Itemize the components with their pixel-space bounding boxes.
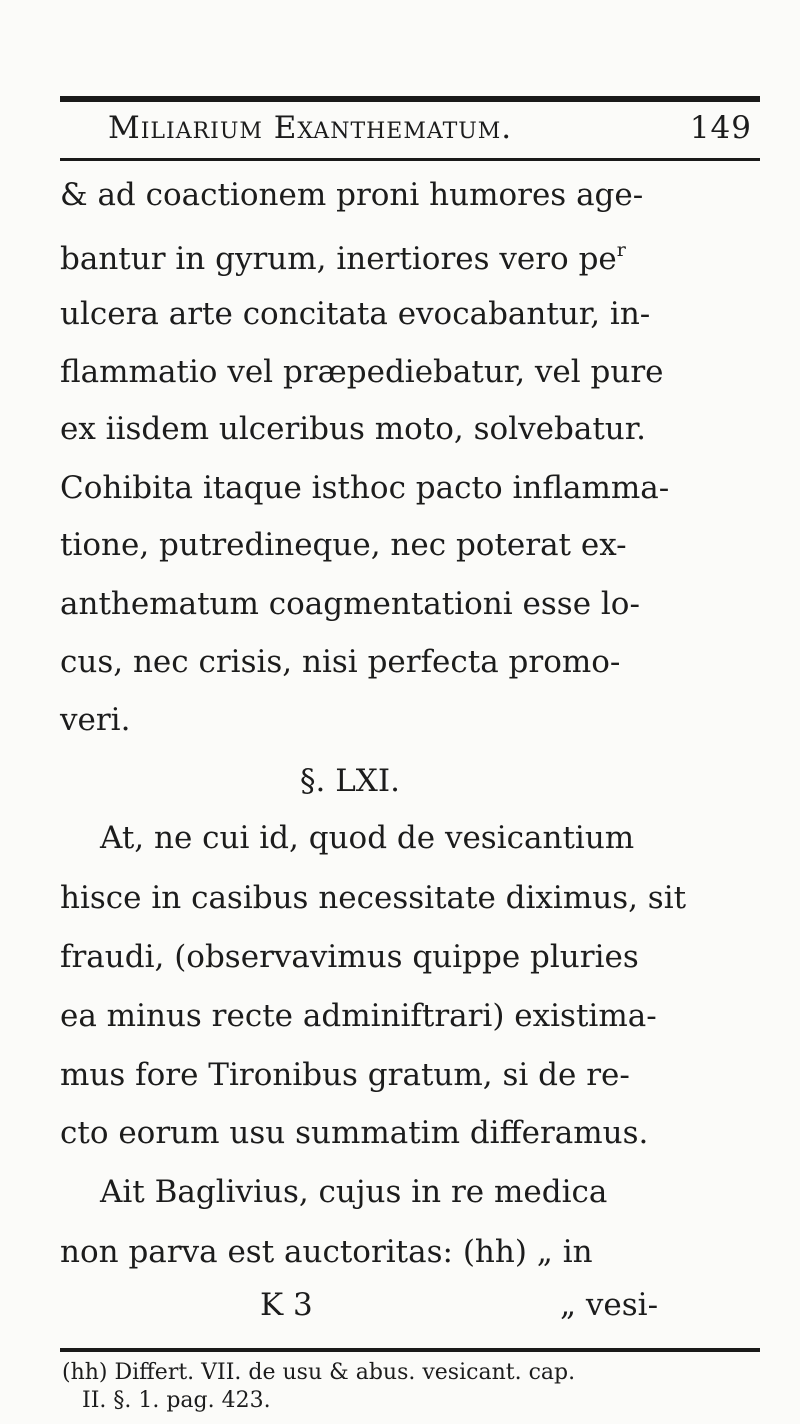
running-title: Miliarium Exanthematum. <box>108 110 513 146</box>
header-rule-bottom <box>60 158 760 161</box>
text-line: tione, putredineque, nec poterat ex- <box>60 527 627 563</box>
text-line: & ad coactionem proni humores age- <box>60 177 644 213</box>
running-head <box>60 100 760 156</box>
text-line: hisce in casibus necessitate diximus, sit <box>60 880 687 916</box>
text-line: cto eorum usu summatim differamus. <box>60 1115 649 1151</box>
footnote-line: (hh) Differt. VII. de usu & abus. vesicant. cap. <box>62 1360 576 1385</box>
text-line: ex iisdem ulceribus moto, solvebatur. <box>60 411 647 447</box>
superscript-letter: r <box>616 239 626 261</box>
text-line: non parva est auctoritas: (hh) „ in <box>60 1234 593 1270</box>
page-number: 149 <box>689 110 752 146</box>
signature-mark: K 3 <box>260 1287 313 1323</box>
text-line: veri. <box>60 702 131 738</box>
text-line: ulcera arte concitata evocabantur, in- <box>60 296 651 332</box>
text-line: ea minus recte adminiftrari) existima- <box>60 998 657 1034</box>
text-line: Cohibita itaque isthoc pacto inflamma- <box>60 470 670 506</box>
footnote-rule <box>60 1348 760 1352</box>
text-line-part: bantur in gyrum, inertiores vero pe <box>60 241 617 277</box>
text-line: anthematum coagmentationi esse lo- <box>60 586 640 622</box>
text-line: At, ne cui id, quod de vesicantium <box>100 820 635 856</box>
catchword: „ vesi- <box>560 1287 659 1323</box>
text-line: Ait Baglivius, cujus in re medica <box>100 1174 608 1210</box>
footnote-line: II. §. 1. pag. 423. <box>82 1388 271 1413</box>
section-heading: §. LXI. <box>300 763 400 799</box>
text-line: flammatio vel præpediebatur, vel pure <box>60 354 664 390</box>
text-line <box>60 241 800 275</box>
text-line: cus, nec crisis, nisi perfecta promo- <box>60 644 621 680</box>
text-line: mus fore Tironibus gratum, si de re- <box>60 1057 630 1093</box>
text-line: fraudi, (observavimus quippe pluries <box>60 939 639 975</box>
